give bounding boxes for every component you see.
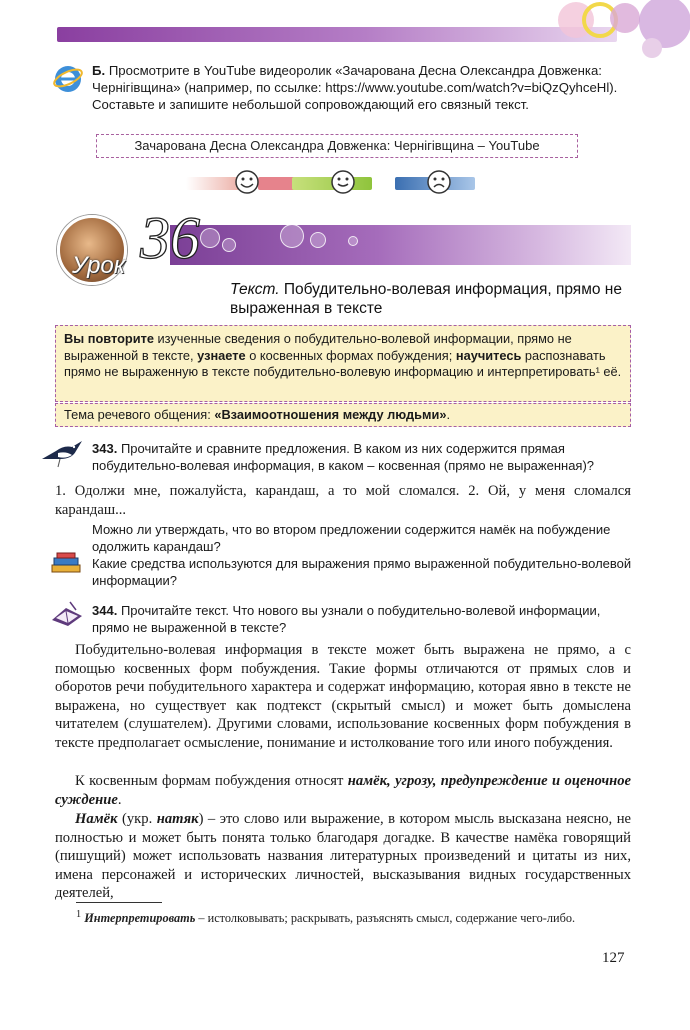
exercise-343-sentences: 1. Одолжи мне, пожалуйста, карандаш, а то мой сломался. 2. Ой, у меня сломался карандаш... (55, 483, 631, 518)
topic-label: Тема речевого общения: (64, 407, 215, 422)
exercise-343-number: 343. (92, 441, 118, 456)
decorative-circles (540, 0, 690, 60)
exercise-344-paragraph-1: Побудительно-волевая информация в тексте может быть выражена не прямо, а с помощью косвенных форм побуждения. Такие формы отличаются от прямых слов и оборотов речи побудительного характера и содержат информацию, которая явно в тексте не выражена, но существует как подтекст (скрытый смысл) и может быть домыслена читателем (слушателем). Другими словами, использование косвенных форм побуждения в тексте предполагает осмысление, понимание и истолкование того или иного побуждения. (55, 642, 631, 751)
lesson-title-italic: Текст. (230, 281, 280, 298)
paragraph-3-rest: ) – это слово или выражение, в котором мысль высказана неясно, не полностью и может быть понята только благодаря догадке. В качестве намёка говорящий (пишущий) может использовать названия литературных произведений и цитаты из них, имена персонажей и исторических личностей, высказывания видных государственных деятелей, (55, 811, 631, 902)
paragraph-2-start: К косвенным формам побуждения относят (75, 773, 348, 789)
paragraph-2-terms: намёк, угрозу, предупреждение и оценочное суждение (55, 773, 631, 808)
video-title-box[interactable]: Зачарована Десна Олександра Довженка: Чернігівщина – YouTube (96, 134, 578, 158)
exercise-344-paragraph-2 (55, 772, 631, 809)
internet-explorer-icon (52, 63, 84, 95)
reading-book-icon (48, 598, 86, 628)
objectives-bold-1: Вы повторите (64, 331, 154, 346)
top-decorative-band (57, 27, 617, 42)
exercise-344-task (92, 602, 632, 636)
exercise-344-number: 344. (92, 603, 118, 618)
paragraph-2-end: . (117, 791, 122, 808)
footnote-divider (76, 902, 162, 903)
exercise-344-instructions: Прочитайте текст. Что нового вы узнали о побудительно-волевой информации, прямо не выраженной в тексте? (92, 603, 601, 635)
lesson-title-rest: Побудительно-волевая информация, прямо не выраженная в тексте (230, 281, 622, 317)
footnote-term: Интерпретировать (84, 911, 196, 926)
paragraph-3-term: Намёк (75, 811, 118, 827)
decor-bubble (310, 232, 326, 248)
objectives-bold-3: научитесь (455, 347, 522, 363)
objectives-text-3: распознавать прямо не выраженную в тексте побудительно-волевую информацию и интерпретировать¹ её. (64, 347, 622, 379)
decor-bubble (348, 236, 358, 246)
happy-face-icon[interactable] (234, 169, 260, 195)
footnote-text: – истолковывать; раскрывать, разъяснять смысл, содержание чего-либо. (195, 911, 576, 926)
objectives-text-2: о косвенных формах побуждения; (245, 347, 456, 363)
topic-end: . (446, 407, 451, 422)
lesson-number: 36 (140, 205, 200, 271)
paragraph-3-ukr: (укр. (117, 811, 157, 827)
exercise-343-instructions: Прочитайте и сравните предложения. В каком из них содержится прямая побудительно-волевая информация, в каком – косвенная (прямо не выраженная)? (92, 441, 595, 473)
exercise-344-paragraph-3 (55, 810, 631, 903)
exercise-343-task (92, 440, 632, 474)
lesson-title (230, 280, 630, 318)
lesson-header-band (170, 225, 631, 265)
decor-bubble (222, 238, 236, 252)
smile-face-icon[interactable] (330, 169, 356, 195)
exercise-343-question-2: Какие средства используются для выражения прямо выраженной побудительно-волевой информации? (92, 556, 632, 588)
footnote (76, 907, 632, 926)
page-number: 127 (602, 950, 625, 966)
section-b-text (92, 62, 632, 113)
objectives-box (55, 325, 631, 402)
exercise-343-question-1: Можно ли утверждать, что во втором предложении содержится намёк на побуждение одолжить карандаш? (92, 522, 611, 554)
topic-box (55, 403, 631, 427)
lesson-word: Урок (72, 252, 126, 279)
sad-face-icon[interactable] (426, 169, 452, 195)
magpie-bird-icon (38, 437, 86, 469)
paragraph-3-ukr-word: натяк (156, 811, 199, 827)
footnote-mark: 1 (76, 909, 82, 920)
objectives-bold-2: узнаете (197, 347, 246, 363)
section-b-label: Б. (92, 63, 106, 78)
objectives-text-1: изученные сведения о побудительно-волевой информации, прямо не выраженной в тексте, (64, 331, 572, 363)
decor-bubble (280, 224, 304, 248)
topic-value: «Взаимоотношения между людьми» (214, 407, 447, 422)
section-b-instructions: Просмотрите в YouTube видеоролик «Зачарована Десна Олександра Довженка: Чернігівщина» (например, по ссылке: https://www.youtube.com/watch?v=biQzQyhceHl). Составьте и запишите небольшой сопровождающий его связный текст. (92, 63, 618, 112)
books-icon (48, 551, 84, 577)
decor-bubble (200, 228, 220, 248)
